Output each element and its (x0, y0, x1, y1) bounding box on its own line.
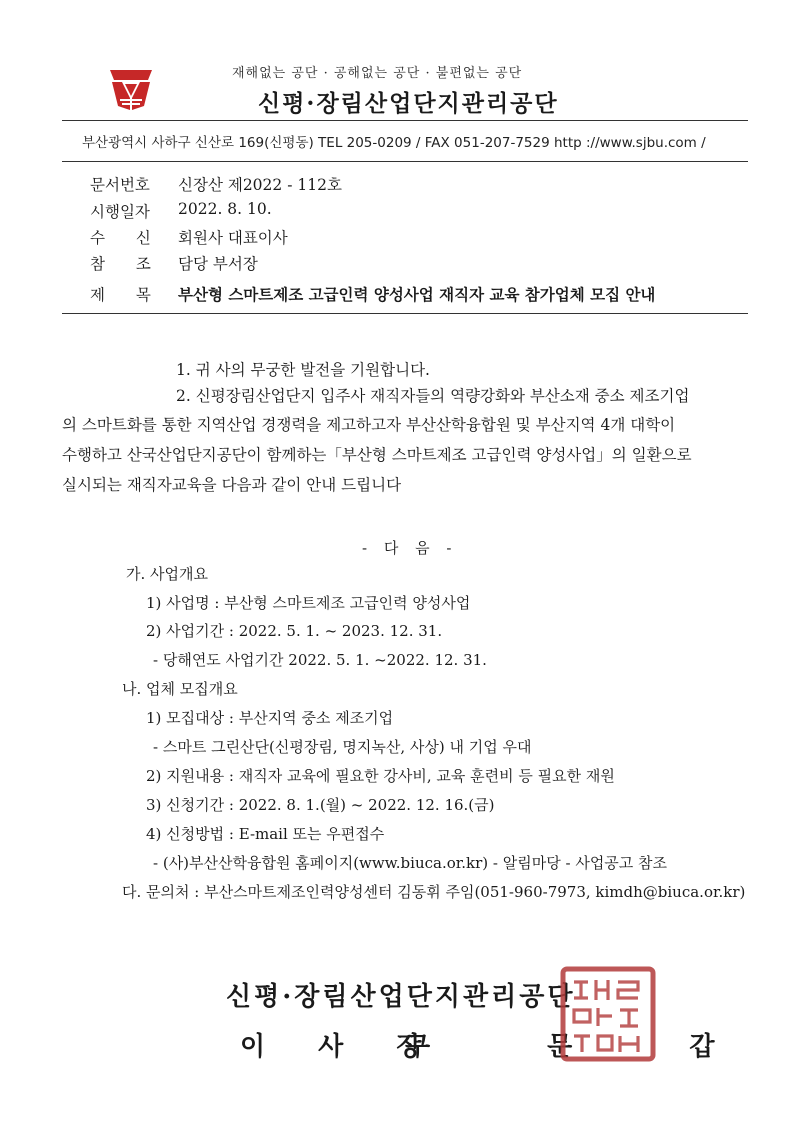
footer-org-name: 신평·장림산업단지관리공단 (226, 982, 576, 1012)
org-address: 부산광역시 사하구 신산로 169(신평동) TEL 205-0209 / FAX 051-207-7529 http ://www.sjbu.com / (82, 135, 706, 151)
paragraph-1: 1. 귀 사의 무궁한 발전을 기원합니다. (176, 361, 430, 379)
ref-value: 담당 부서장 (178, 255, 258, 273)
section-a-item-2-sub: - 당해연도 사업기간 2022. 5. 1. ~2022. 12. 31. (153, 651, 487, 669)
section-b-item-2: 2) 지원내용 : 재직자 교육에 필요한 강사비, 교육 훈련비 등 필요한 재원 (146, 767, 615, 785)
paragraph-2-line-2: 의 스마트화를 통한 지역산업 경쟁력을 제고하고자 부산산학융합원 및 부산지역 4개 대학이 (62, 416, 676, 434)
paragraph-2-line-4: 실시되는 재직자교육을 다음과 같이 안내 드립니다 (62, 476, 402, 494)
section-b-item-3: 3) 신청기간 : 2022. 8. 1.(월) ~ 2022. 12. 16.(금) (146, 796, 495, 814)
section-a-item-1: 1) 사업명 : 부산형 스마트제조 고급인력 양성사업 (146, 594, 471, 612)
section-a-item-2: 2) 사업기간 : 2022. 5. 1. ~ 2023. 12. 31. (146, 622, 443, 640)
section-b-title: 나. 업체 모집개요 (122, 680, 238, 698)
section-b-item-1-sub: - 스마트 그린산단(신평장림, 명지녹산, 사상) 내 기업 우대 (153, 738, 532, 756)
slogan: 재해없는 공단 · 공해없는 공단 · 불편없는 공단 (232, 66, 523, 81)
section-c-contact: 다. 문의처 : 부산스마트제조인력양성센터 김동휘 주임(051-960-7973, kimdh@biuca.or.kr) (122, 883, 746, 901)
org-name-header: 신평·장림산업단지관리공단 (258, 90, 559, 117)
meta-subject (90, 283, 655, 305)
subject-divider (62, 313, 748, 314)
subject-value: 부산형 스마트제조 고급인력 양성사업 재직자 교육 참가업체 모집 안내 (178, 285, 656, 304)
paragraph-2-line-3: 수행하고 산국산업단지공단이 함께하는「부산형 스마트제조 고급인력 양성사업」의 일환으로 (62, 446, 692, 464)
to-value: 회원사 대표이사 (178, 229, 288, 247)
meta-to (90, 226, 288, 248)
footer-title: 이 사 장 (240, 1032, 444, 1062)
section-b-item-4: 4) 신청방법 : E-mail 또는 우편접수 (146, 825, 385, 843)
section-a-title: 가. 사업개요 (126, 565, 208, 583)
official-seal-icon (560, 966, 656, 1062)
meta-doc-no (90, 173, 342, 195)
doc-no-value: 신장산 제2022 - 112호 (178, 176, 342, 194)
org-logo-icon (108, 66, 154, 112)
section-marker: - 다 음 - (362, 539, 458, 557)
footer-signer-name: 구 문 갑 (405, 1032, 769, 1062)
meta-date (90, 200, 272, 222)
section-b-item-4-sub: - (사)부산산학융합원 홈페이지(www.biuca.or.kr) - 알림마당 - 사업공고 참조 (153, 854, 668, 872)
date-value: 2022. 8. 10. (178, 200, 272, 218)
paragraph-2-line-1: 2. 신평장림산업단지 입주사 재직자들의 역량강화와 부산소재 중소 제조기업 (176, 387, 690, 405)
meta-ref (90, 252, 258, 274)
subject-label: 제 목 (90, 286, 164, 304)
section-b-item-1: 1) 모집대상 : 부산지역 중소 제조기업 (146, 709, 394, 727)
header-divider (62, 120, 748, 121)
ref-label: 참 조 (90, 255, 164, 273)
address-divider (62, 161, 748, 162)
doc-no-label: 문서번호 (90, 176, 150, 194)
date-label: 시행일자 (90, 203, 150, 221)
to-label: 수 신 (90, 229, 164, 247)
